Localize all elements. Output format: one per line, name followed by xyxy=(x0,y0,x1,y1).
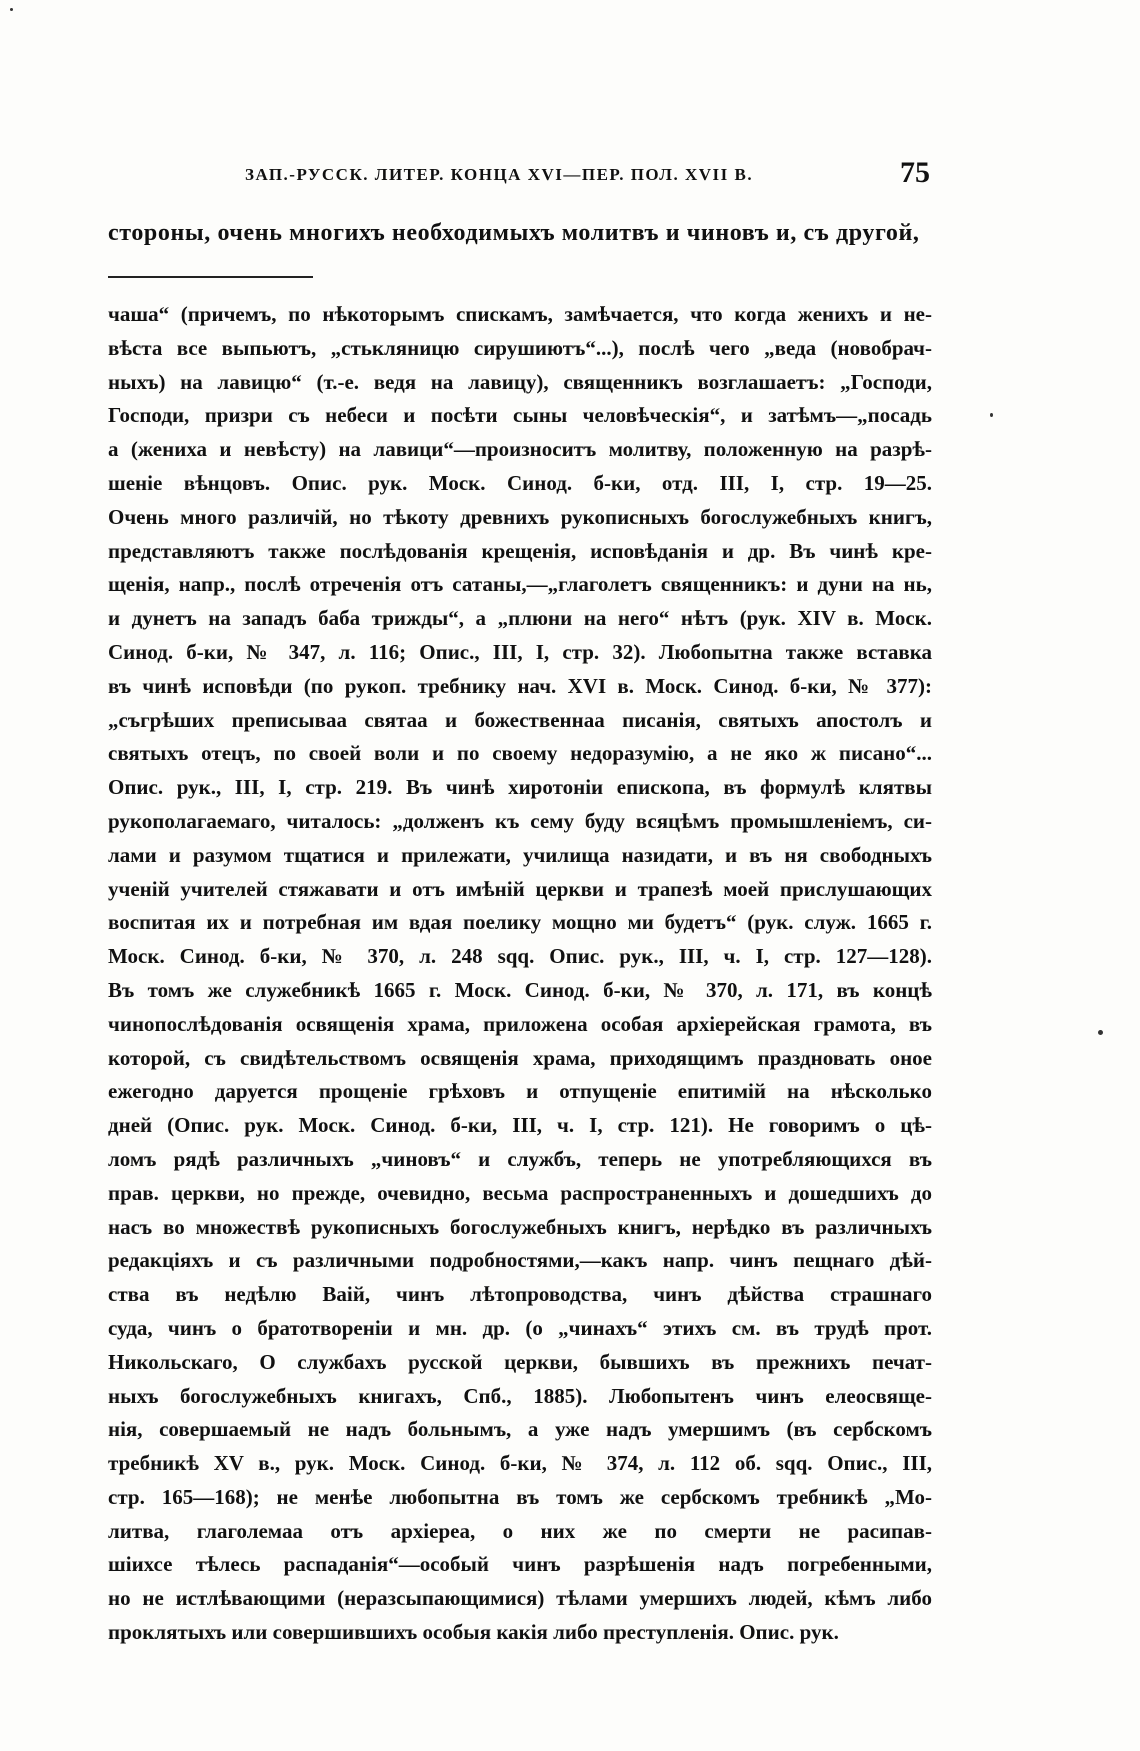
footnote-line: Господи, призри съ небеси и посѣти сыны человѣческія“, и затѣмъ—„посадь xyxy=(108,403,932,428)
footnote-line: суда, чинъ о братотвореніи и мн. др. (о „чинахъ“ этихъ см. въ трудѣ прот. xyxy=(108,1315,932,1340)
footnote-block xyxy=(108,298,932,1650)
footnote-line: лами и разумом тщатися и прилежати, училища назидати, и въ ня свободныхъ xyxy=(108,842,932,867)
footnote-line: ломъ рядѣ различныхъ „чиновъ“ и службъ, теперь не употребляющихся въ xyxy=(108,1146,932,1171)
footnote-line: Синод. б-ки, № 347, л. 116; Опис., III, I, стр. 32). Любопытна также вставка xyxy=(108,639,932,664)
footnote-line: шеніе вѣнцовъ. Опис. рук. Моск. Синод. б-ки, отд. III, I, стр. 19—25. xyxy=(108,470,932,495)
footnote-line: въ чинѣ исповѣди (по рукоп. требнику нач. XVI в. Моск. Синод. б-ки, № 377): xyxy=(108,673,932,698)
footnote-line: Очень много различій, но тѣкоту древнихъ рукописныхъ богослужебныхъ книгъ, xyxy=(108,504,932,529)
footnote-line: ныхъ богослужебныхъ книгахъ, Спб., 1885). Любопытенъ чинъ елеосвяще- xyxy=(108,1383,932,1408)
footnote-line: стр. 165—168); не менѣе любопытна въ томъ же сербскомъ требникѣ „Мо- xyxy=(108,1484,932,1509)
footnote-line: требникѣ XV в., рук. Моск. Синод. б-ки, № 374, л. 112 об. sqq. Опис., III, xyxy=(108,1451,932,1476)
print-speck xyxy=(10,8,13,11)
footnote-line: чинопослѣдованія освященія храма, приложена особая архіерейская грамота, въ xyxy=(108,1011,932,1036)
footnote-line: ежегодно даруется прощеніе грѣховъ и отпущеніе епитимій на нѣсколько xyxy=(108,1079,932,1104)
footnote-line: ства въ недѣлю Ваій, чинъ лѣтопроводства, чинъ дѣйства страшнаго xyxy=(108,1282,932,1307)
footnote-line: рукополагаемаго, читалось: „долженъ къ сему буду всяцѣмъ промышленіемъ, си- xyxy=(108,808,932,833)
footnote-line: но не истлѣвающими (неразсыпающимися) тѣлами умершихъ людей, кѣмъ либо xyxy=(108,1586,932,1611)
footnote-line: нія, совершаемый не надъ больнымъ, а уже надъ умершимъ (въ сербскомъ xyxy=(108,1417,932,1442)
footnote-line: Никольскаго, О службахъ русской церкви, бывшихъ въ прежнихъ печат- xyxy=(108,1349,932,1374)
footnote-line: Опис. рук., III, I, стр. 219. Въ чинѣ хиротоніи епископа, въ формулѣ клятвы xyxy=(108,775,932,800)
print-speck xyxy=(1098,1030,1103,1035)
footnote-line: воспитая их и потребная им вдая поелику мощно ми будетъ“ (рук. служ. 1665 г. xyxy=(108,910,932,935)
footnote-line: и дунетъ на западъ баба трижды“, а „плюни на него“ нѣтъ (рук. XIV в. Моск. xyxy=(108,606,932,631)
main-text-line: стороны, очень многихъ необходимыхъ молитвъ и чиновъ и, съ другой, xyxy=(108,220,920,246)
footnote-line: ныхъ) на лавицю“ (т.-е. ведя на лавицу), священникъ возглашаетъ: „Господи, xyxy=(108,369,932,394)
footnote-line: Въ томъ же служебникѣ 1665 г. Моск. Синод. б-ки, № 370, л. 171, въ концѣ xyxy=(108,977,932,1002)
footnote-line: ученій учителей стяжавати и отъ имѣній церкви и трапезѣ моей прислушающих xyxy=(108,876,932,901)
footnote-line: „съгрѣших преписываа святаа и божественнаа писанія, святыхъ апостолъ и xyxy=(108,707,932,732)
footnote-line: насъ во множествѣ рукописныхъ богослужебныхъ книгъ, нерѣдко въ различныхъ xyxy=(108,1214,932,1239)
footnote-line: дней (Опис. рук. Моск. Синод. б-ки, III, ч. I, стр. 121). Не говоримъ о цѣ- xyxy=(108,1113,932,1138)
footnote-line: литва, глаголемаа отъ архіереа, о них же по смерти не расипав- xyxy=(108,1518,932,1543)
footnote-line: щенія, напр., послѣ отреченія отъ сатаны,—„глаголетъ священникъ: и дуни на нь, xyxy=(108,572,932,597)
footnote-line: представляютъ также послѣдованія крещенія, исповѣданія и др. Въ чинѣ кре- xyxy=(108,538,932,563)
footnote-line: а (жениха и невѣсту) на лавици“—произноситъ молитву, положенную на разрѣ- xyxy=(108,437,932,462)
footnote-line: чаша“ (причемъ, по нѣкоторымъ спискамъ, замѣчается, что когда женихъ и не- xyxy=(108,302,932,326)
footnote-line: святыхъ отецъ, по своей воли и по своему недоразумію, а не яко ж писано“... xyxy=(108,741,932,766)
footnote-line: шіихсе тѣлесь распаданія“—особый чинъ разрѣшенія надъ погребенными, xyxy=(108,1552,932,1577)
footnote-line: редакціяхъ и съ различными подробностями,—какъ напр. чинъ пещнаго дѣй- xyxy=(108,1248,932,1273)
page-number: 75 xyxy=(900,156,930,189)
footnote-line: Моск. Синод. б-ки, № 370, л. 248 sqq. Опис. рук., III, ч. I, стр. 127—128). xyxy=(108,944,932,969)
footnote-line: которой, съ свидѣтельствомъ освященія храма, приходящимъ праздновать оное xyxy=(108,1045,932,1070)
running-head: ЗАП.-РУССК. ЛИТЕР. КОНЦА XVI—ПЕР. ПОЛ. XVII В. xyxy=(245,165,754,184)
footnote-line: проклятыхъ или совершившихъ особыя какія либо преступленія. Опис. рук. xyxy=(108,1620,839,1645)
print-speck xyxy=(990,413,993,417)
footnote-line: вѣста все выпьютъ, „стькляницю сирушиютъ“...), послѣ чего „веда (новобрач- xyxy=(108,335,932,360)
footnote-separator-rule xyxy=(108,276,313,278)
footnote-line: прав. церкви, но прежде, очевидно, весьма распространенныхъ и дошедшихъ до xyxy=(108,1180,932,1205)
